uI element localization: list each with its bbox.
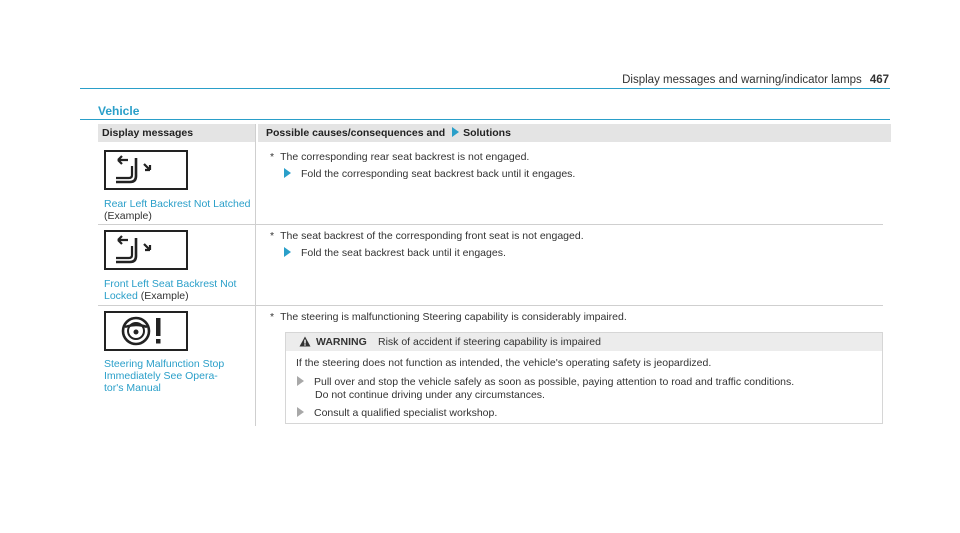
arrow-icon	[297, 407, 304, 417]
arrow-icon	[297, 376, 304, 386]
warning-box	[285, 332, 883, 424]
header-title: Display messages and warning/indicator lamps	[622, 74, 862, 86]
display-message-link[interactable]: Front Left Seat Backrest Not Locked	[104, 278, 237, 302]
display-message	[104, 278, 254, 302]
warning-solution-item: Consult a qualified specialist workshop.	[297, 407, 497, 419]
warning-triangle-icon	[299, 336, 311, 347]
cause-text: * The corresponding rear seat backrest is not engaged.	[270, 151, 530, 163]
arrow-icon	[284, 168, 291, 178]
display-message-link[interactable]: Rear Left Backrest Not Latched	[104, 198, 251, 210]
steering-wheel-warning-icon	[104, 311, 188, 351]
display-message	[104, 198, 254, 222]
cause-text: * The seat backrest of the corresponding front seat is not engaged.	[270, 230, 584, 242]
arrow-icon	[452, 127, 459, 137]
header-rule	[80, 88, 890, 89]
display-message-link[interactable]: Steering Malfunction Stop Immediately See Opera- tor's Manual	[104, 358, 225, 394]
running-header	[622, 74, 889, 86]
solution-item: Fold the seat backrest back until it engages.	[284, 247, 506, 259]
column-divider	[255, 124, 256, 426]
example-suffix: (Example)	[140, 290, 189, 302]
row-divider	[98, 224, 883, 225]
warning-label: WARNING	[316, 336, 367, 348]
warning-text: If the steering does not function as intended, the vehicle's operating safety is jeopardized.	[296, 357, 712, 369]
warning-header	[286, 333, 882, 351]
row-divider	[98, 305, 883, 306]
section-title: Vehicle	[98, 104, 140, 118]
page-number: 467	[869, 74, 889, 86]
warning-risk: Risk of accident if steering capability is impaired	[378, 336, 601, 348]
solution-item: Fold the corresponding seat backrest back until it engages.	[284, 168, 575, 180]
example-suffix: (Example)	[104, 210, 152, 222]
section-rule	[80, 119, 890, 120]
seat-backrest-icon	[104, 150, 188, 190]
seat-backrest-icon	[104, 230, 188, 270]
warning-solution-item: Pull over and stop the vehicle safely as soon as possible, paying attention to road and traffic conditions.	[297, 376, 794, 388]
column-header-solutions-label: Solutions	[463, 127, 511, 139]
column-header-causes-label: Possible causes/consequences and	[266, 127, 446, 139]
arrow-icon	[284, 247, 291, 257]
column-header-causes	[258, 124, 891, 142]
warning-solution-continued: Do not continue driving under any circumstances.	[315, 389, 545, 401]
column-header-display-messages: Display messages	[98, 124, 255, 142]
cause-text: * The steering is malfunctioning Steering capability is considerably impaired.	[270, 311, 627, 323]
